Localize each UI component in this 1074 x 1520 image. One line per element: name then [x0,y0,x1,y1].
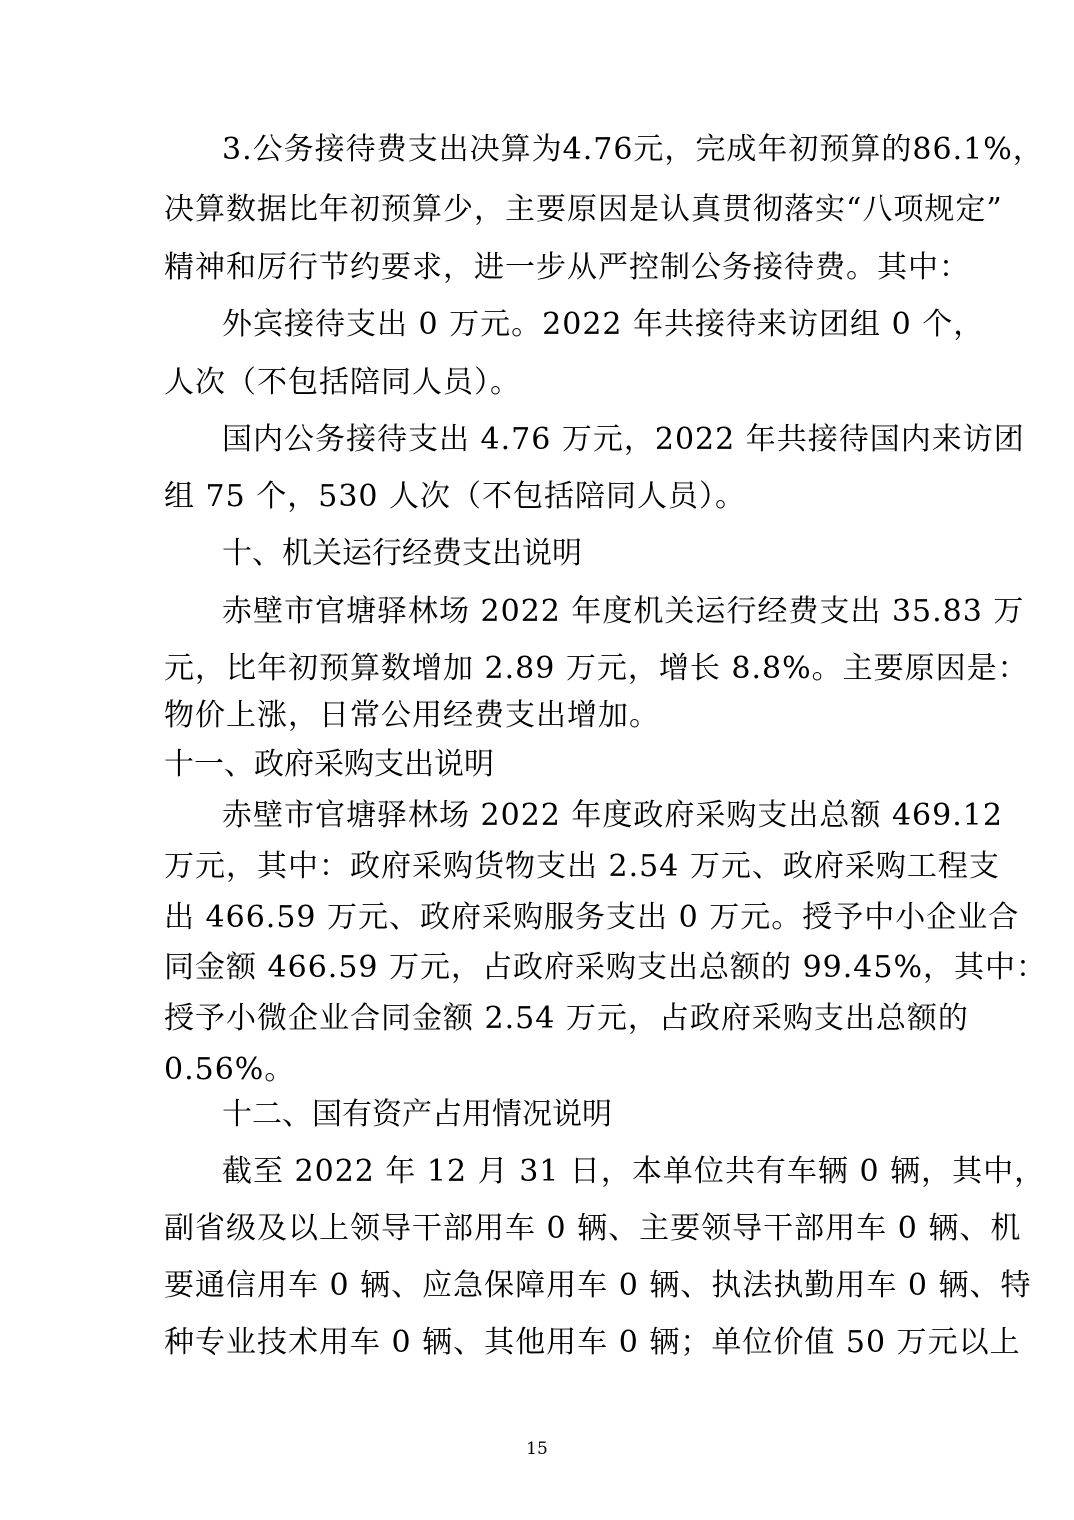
paragraph-line: 要通信用车 0 辆、应急保障用车 0 辆、执法执勤用车 0 辆、特 [164,1268,1032,1303]
paragraph-line: 截至 2022 年 12 月 31 日，本单位共有车辆 0 辆，其中， [222,1154,1046,1189]
paragraph-line: 外宾接待支出 0 万元。2022 年共接待来访团组 0 个， [222,307,985,342]
paragraph-line: 赤壁市官塘驿林场 2022 年度机关运行经费支出 35.83 万 [222,594,1025,629]
paragraph-line: 授予小微企业合同金额 2.54 万元，占政府采购支出总额的 [164,1001,969,1036]
paragraph-line: 国内公务接待支出 4.76 万元，2022 年共接待国内来访团 [222,422,1025,457]
section-heading: 十、机关运行经费支出说明 [222,536,582,571]
page-number: 15 [526,1439,548,1459]
paragraph-line: 种专业技术用车 0 辆、其他用车 0 辆；单位价值 50 万元以上 [164,1325,1021,1360]
paragraph-line: 人次（不包括陪同人员）。 [164,365,521,400]
paragraph-line: 元，比年初预算数增加 2.89 万元，增长 8.8%。主要原因是： [164,651,1029,686]
paragraph-line: 0.56%。 [164,1052,296,1087]
paragraph-line: 副省级及以上领导干部用车 0 辆、主要领导干部用车 0 辆、机 [164,1211,1022,1246]
paragraph-line: 赤壁市官塘驿林场 2022 年度政府采购支出总额 469.12 [222,798,1003,833]
paragraph-line: 出 466.59 万元、政府采购服务支出 0 万元。授予中小企业合 [164,900,1020,935]
paragraph-line: 3.公务接待费支出决算为4.76元，完成年初预算的86.1%， [222,132,1044,167]
section-heading: 十一、政府采购支出说明 [164,747,494,782]
paragraph-line: 组 75 个，530 人次（不包括陪同人员）。 [164,479,747,514]
paragraph-line: 决算数据比年初预算少，主要原因是认真贯彻落实“八项规定” [164,192,1003,227]
section-heading: 十二、国有资产占用情况说明 [222,1097,612,1132]
paragraph-line: 同金额 466.59 万元，占政府采购支出总额的 99.45%，其中： [164,950,1047,985]
paragraph-line: 万元，其中：政府采购货物支出 2.54 万元、政府采购工程支 [164,849,1000,884]
paragraph-line: 精神和厉行节约要求，进一步从严控制公务接待费。其中： [164,250,970,285]
paragraph-line: 物价上涨，日常公用经费支出增加。 [164,698,660,733]
